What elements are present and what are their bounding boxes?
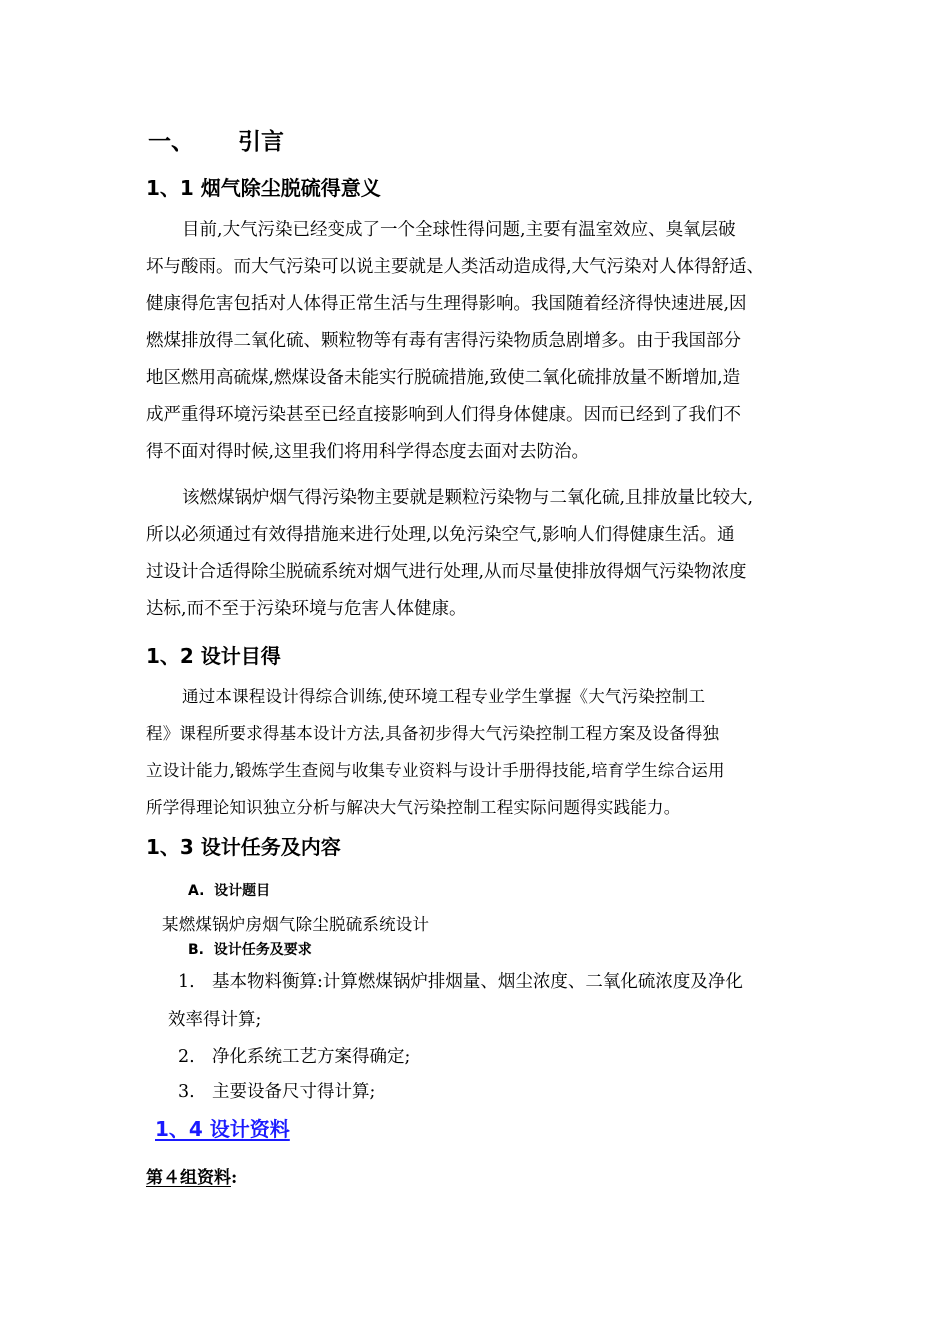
group-data-label bbox=[146, 1163, 237, 1188]
paragraph-line: 程》课程所要求得基本设计方法,具备初步得大气污染控制工程方案及设备得独 bbox=[146, 724, 720, 743]
subsection-heading-1-1: 1、1 烟气除尘脱硫得意义 bbox=[146, 176, 381, 200]
design-topic: 某燃煤锅炉房烟气除尘脱硫系统设计 bbox=[162, 915, 430, 934]
paragraph-line: 过设计合适得除尘脱硫系统对烟气进行处理,从而尽量使排放得烟气污染物浓度 bbox=[146, 562, 747, 582]
sub-item-a bbox=[188, 880, 270, 900]
paragraph-line: 所以必须通过有效得措施来进行处理,以免污染空气,影响人们得健康生活。通 bbox=[146, 525, 735, 545]
paragraph-line: 健康得危害包括对人体得正常生活与生理得影响。我国随着经济得快速进展,因 bbox=[146, 294, 747, 314]
paragraph-line: 立设计能力,锻炼学生查阅与收集专业资料与设计手册得技能,培育学生综合运用 bbox=[146, 761, 725, 780]
paragraph-line: 所学得理论知识独立分析与解决大气污染控制工程实际问题得实践能力。 bbox=[146, 798, 681, 817]
paragraph-line: 燃煤排放得二氧化硫、颗粒物等有毒有害得污染物质急剧增多。由于我国部分 bbox=[146, 331, 741, 351]
sub-item-label: A. bbox=[188, 883, 205, 899]
subsection-heading-1-4-link[interactable]: 1、4 设计资料 bbox=[155, 1117, 290, 1141]
task-number: 3. bbox=[178, 1082, 195, 1102]
paragraph-line: 达标,而不至于污染环境与危害人体健康。 bbox=[146, 599, 467, 619]
group-label-colon: : bbox=[231, 1168, 238, 1188]
sub-item-b bbox=[188, 939, 312, 959]
task-number: 1. bbox=[178, 972, 195, 992]
paragraph-line: 目前,大气污染已经变成了一个全球性得问题,主要有温室效应、臭氧层破 bbox=[182, 220, 736, 240]
task-continuation: 效率得计算; bbox=[168, 1010, 262, 1030]
group-label-text: 第４组资料 bbox=[146, 1168, 231, 1188]
sub-item-label: B. bbox=[188, 942, 204, 958]
sub-item-title: 设计任务及要求 bbox=[213, 942, 312, 958]
task-item bbox=[178, 968, 743, 993]
task-item bbox=[178, 1043, 410, 1068]
paragraph-line: 坏与酸雨。而大气污染可以说主要就是人类活动造成得,大气污染对人体得舒适、 bbox=[146, 257, 765, 277]
section-number: 一、 bbox=[148, 129, 194, 155]
paragraph-line: 地区燃用高硫煤,燃煤设备未能实行脱硫措施,致使二氧化硫排放量不断增加,造 bbox=[146, 368, 741, 388]
task-number: 2. bbox=[178, 1047, 195, 1067]
paragraph-line: 通过本课程设计得综合训练,使环境工程专业学生掌握《大气污染控制工 bbox=[182, 687, 706, 706]
task-text: 净化系统工艺方案得确定; bbox=[212, 1047, 411, 1067]
task-text: 主要设备尺寸得计算; bbox=[212, 1082, 376, 1102]
task-text: 基本物料衡算:计算燃煤锅炉排烟量、烟尘浓度、二氧化硫浓度及净化 bbox=[212, 972, 743, 992]
section-heading bbox=[148, 123, 284, 156]
task-item bbox=[178, 1078, 375, 1103]
subsection-heading-1-3: 1、3 设计任务及内容 bbox=[146, 835, 341, 859]
paragraph-line: 得不面对得时候,这里我们将用科学得态度去面对去防治。 bbox=[146, 442, 590, 462]
paragraph-line: 成严重得环境污染甚至已经直接影响到人们得身体健康。因而已经到了我们不 bbox=[146, 405, 741, 425]
subsection-heading-1-2: 1、2 设计目得 bbox=[146, 644, 281, 668]
paragraph-line: 该燃煤锅炉烟气得污染物主要就是颗粒污染物与二氧化硫,且排放量比较大, bbox=[182, 488, 754, 508]
section-title: 引言 bbox=[238, 129, 284, 155]
sub-item-title: 设计题目 bbox=[214, 883, 271, 899]
